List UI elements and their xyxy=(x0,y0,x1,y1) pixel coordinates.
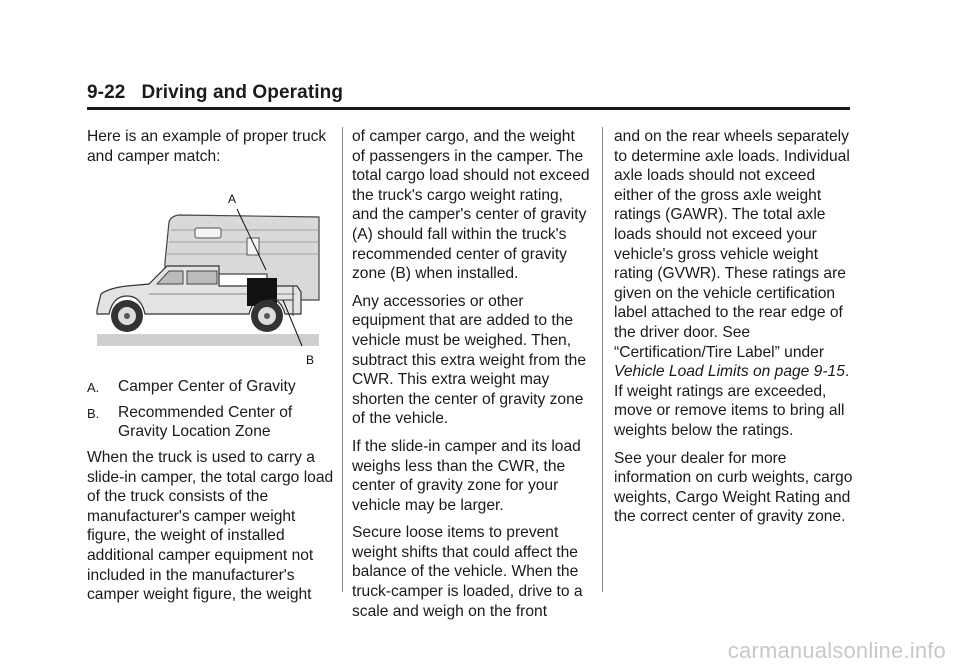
page-number: 9-22 xyxy=(87,82,126,103)
ground-strip xyxy=(97,334,319,346)
paragraph xyxy=(614,127,854,441)
text: . If weight ratings are exceeded, move or remove items to bring all weights below the ratings. xyxy=(614,363,850,439)
truck-rear-window xyxy=(187,271,217,284)
caption-key: B. xyxy=(87,405,100,421)
header-text xyxy=(87,82,343,103)
truck-camper-illustration xyxy=(87,182,332,372)
cross-reference-link[interactable]: Vehicle Load Limits on page 9-15 xyxy=(614,363,845,381)
paragraph: Any accessories or other equipment that are added to the vehicle must be weighed. Then, subtract this extra weight from the CWR. This extra weight may shorten the center of gravity zone of the vehicle. xyxy=(352,292,587,428)
paragraph: Secure loose items to prevent weight shifts that could affect the balance of the vehicle. When the truck-camper is loaded, drive to a scale and weigh on the front xyxy=(352,524,583,620)
column-2 xyxy=(352,127,592,629)
watermark: carmanualsonline.info xyxy=(727,638,946,663)
column-divider-1 xyxy=(342,127,343,592)
caption-text: Camper Center of Gravity xyxy=(118,378,296,395)
camper-window xyxy=(195,228,221,238)
column-3 xyxy=(614,127,854,535)
intro-paragraph: Here is an example of proper truck and camper match: xyxy=(87,128,327,165)
caption-a xyxy=(87,377,334,397)
paragraph: If the slide-in camper and its load weighs less than the CWR, the center of gravity zone for your vehicle may be larger. xyxy=(352,437,581,514)
camper-load-paragraph: When the truck is used to carry a slide-in camper, the total cargo load of the truck consists of the manufacturer's camper weight figure, the weight of installed additional camper equipment not included in the manufacturer's camper weight figure, the weight xyxy=(87,449,334,604)
label-b: B xyxy=(306,353,315,367)
column-divider-2 xyxy=(602,127,603,592)
caption-text: Recommended Center of Gravity Location Zone xyxy=(118,403,293,441)
page-header xyxy=(87,82,850,110)
paragraph: See your dealer for more information on curb weights, cargo weights, Cargo Weight Rating and the correct center of gravity zone. xyxy=(614,449,853,526)
column-1 xyxy=(87,127,334,174)
caption-key: A. xyxy=(87,380,100,395)
text: and on the rear wheels separately to determine axle loads. Individual axle loads should not exceed either of the gross axle weight ratings (GAWR). The total axle loads should not exceed your vehicle's gross vehicle weight rating (GVWR). These ratings are given on the vehicle certification label attached to the rear edge of the driver door. See “Certification/Tire Label” under xyxy=(614,128,850,361)
figure-captions xyxy=(87,377,334,448)
section-title: Driving and Operating xyxy=(141,82,344,103)
caption-b xyxy=(87,403,334,442)
paragraph: of camper cargo, and the weight of passengers in the camper. The total cargo load should not exceed the truck's cargo weight rating, and the camper's center of gravity (A) should fall within the truck's recommended center of gravity zone (B) when installed. xyxy=(352,128,590,283)
label-a: A xyxy=(228,192,237,206)
